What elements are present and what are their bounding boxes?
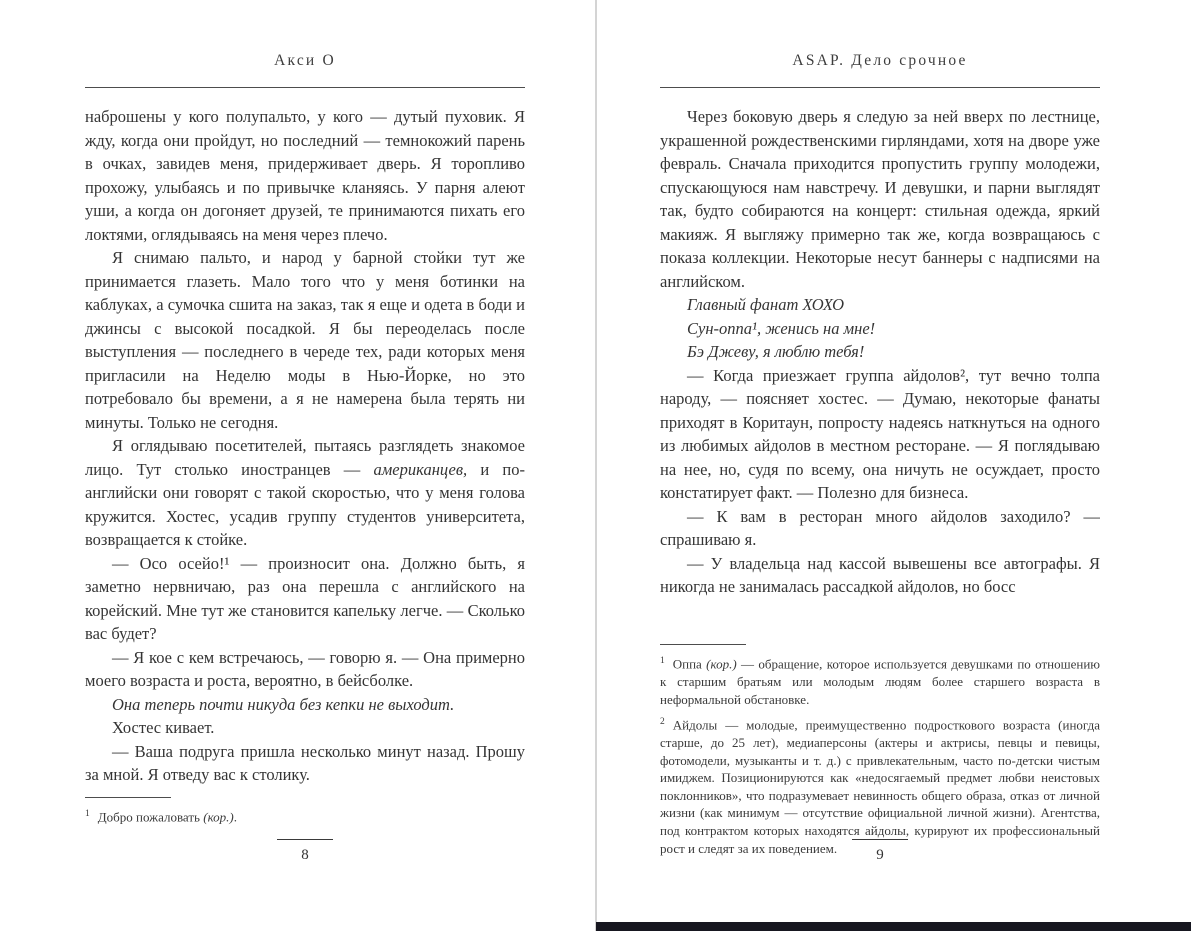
paragraph: — Ваша подруга пришла несколько минут назад. Прошу за мной. Я отведу вас к столику. <box>85 741 525 784</box>
fan-banner-line: Главный фанат ХОХО <box>687 295 844 314</box>
paragraph: — К вам в ресторан много айдолов заходило? — спрашиваю я. <box>660 506 1100 549</box>
paragraph: Я снимаю пальто, и народ у барной стойки тут же принимается глазеть. Мало того что у меня ботинки на каблуках, а сумочка сшита на заказ, так я еще и одета в боди и джинсы с высокой посадкой. Я бы переоделась после выступления — последнего в череде тех, ради которых меня пригласили на Неделю моды в Нью-Йорке, но это потребовало бы времени, а я не намерена была терять ни минуты. Только не сегодня. <box>85 248 525 432</box>
text-segment: Оппа <box>672 656 707 672</box>
bottom-dark-bar <box>596 922 1191 931</box>
left-header-rule <box>85 87 525 88</box>
text-segment: — обращение, которое используется девушками по отношению к старшим братьям или молодым людям более старшего возраста в неформальной обстановке. <box>660 656 1100 707</box>
italic-text-segment: американцев, <box>373 459 468 479</box>
left-page-number-rule <box>277 839 333 840</box>
footnote <box>85 806 525 826</box>
right-footnote-separator <box>660 644 746 645</box>
page-right <box>596 0 1191 931</box>
footnote-marker: 2 <box>660 717 665 728</box>
paragraph: — Когда приезжает группа айдолов², тут вечно толпа народу, — поясняет хостес. — Думаю, некоторые фанаты приходят в Коритаун, попросту надеясь наткнуться на одного из любимых айдолов в местном ресторане. — Я поглядываю на нее, но, судя по всему, она ничуть не осуждает, просто констатирует факт. — Полезно для бизнеса. <box>660 365 1100 502</box>
page-gutter <box>595 0 597 931</box>
paragraph <box>85 434 525 552</box>
footnote <box>660 653 1100 708</box>
left-body-text <box>85 105 525 787</box>
right-running-header: ASAP. Дело срочное <box>792 52 968 69</box>
paragraph: Через боковую дверь я следую за ней вверх по лестнице, украшенной рождественскими гирляндами, хотя на дворе уже февраль. Сначала приходится пропустить группу молодежи, спускающуюся нам навстречу. И девушки, и парни выглядят так, будто собираются на концерт: стильная одежда, яркий макияж. Я выгляжу примерно так же, когда возвращаюсь с показа коллекции. Некоторые несут баннеры с надписями на английском. <box>660 107 1100 291</box>
left-page-footer <box>85 839 525 864</box>
left-footnote-separator <box>85 797 171 798</box>
right-footnotes <box>660 653 1100 857</box>
footnote-marker: 1 <box>85 809 90 819</box>
footnote <box>660 714 1100 857</box>
right-page-number: 9 <box>876 847 884 863</box>
footnote-marker: 1 <box>660 656 665 666</box>
paragraph: — Осо осейо!¹ — произносит она. Должно быть, я заметно нервничаю, раз она перешла с английского на корейский. Мне тут же становится капельку легче. — Сколько вас будет? <box>85 553 525 643</box>
right-page-footer <box>660 839 1100 864</box>
right-page-number-rule <box>852 839 908 840</box>
text-segment: . <box>233 809 237 825</box>
right-header-rule <box>660 87 1100 88</box>
right-body-text <box>660 105 1100 599</box>
paragraph: — У владельца над кассой вывешены все автографы. Я никогда не занималась рассадкой айдолов, но босс <box>660 553 1100 596</box>
left-footnotes <box>85 806 525 826</box>
paragraph: — Я кое с кем встречаюсь, — говорю я. — Она примерно моего возраста и роста, вероятно, в бейсболке. <box>85 647 525 690</box>
paragraph: наброшены у кого полупальто, у кого — дутый пуховик. Я жду, когда они пройдут, но последний — темнокожий парень в очках, завидев меня, придерживает дверь. Я торопливо прохожу, улыбаясь и по привычке кланяясь. У парня алеют уши, а когда он догоняет друзей, те принимаются пихать его локтями, оглядываясь на меня через плечо. <box>85 107 525 244</box>
fan-banner-line: Сун-оппа¹, женись на мне! <box>687 318 876 338</box>
left-page-number: 8 <box>301 847 309 863</box>
thought-line: Она теперь почти никуда без кепки не выходит. <box>112 694 455 714</box>
fan-banner-line: Бэ Джеву, я люблю тебя! <box>687 342 865 361</box>
paragraph: Хостес кивает. <box>112 718 215 737</box>
text-segment: и по-английски они говорят с такой скоростью, что у меня голова кружится. Хостес, усадив группу студентов университета, возвращается к стойке. <box>85 459 525 549</box>
italic-text-segment: (кор.) <box>203 809 234 825</box>
text-segment: Добро пожаловать <box>97 809 204 825</box>
text-segment: Я оглядываю посетителей, пытаясь разглядеть знакомое лицо. Тут столько иностранцев — <box>85 436 525 479</box>
text-segment: Айдолы — молодые, преимущественно подросткового возраста (иногда старше, до 25 лет), медиаперсоны (актеры и актрисы, певцы и певицы, фотомодели, музыканты и т. д.) с привлекательным, часто по-детски чистым имиджем. Позиционируются как «недосягаемый предмет любви неистовых поклонников», что подразумевает невинность общего образа, отказ от личной жизни (как минимум — отсутствие официальной личной жизни). Агентства, под контрактом которых находятся айдолы, курируют их профессиональный рост и следят за их поведением. <box>660 717 1100 856</box>
left-running-header: Акси О <box>274 52 336 69</box>
italic-text-segment: (кор.) <box>706 656 737 672</box>
